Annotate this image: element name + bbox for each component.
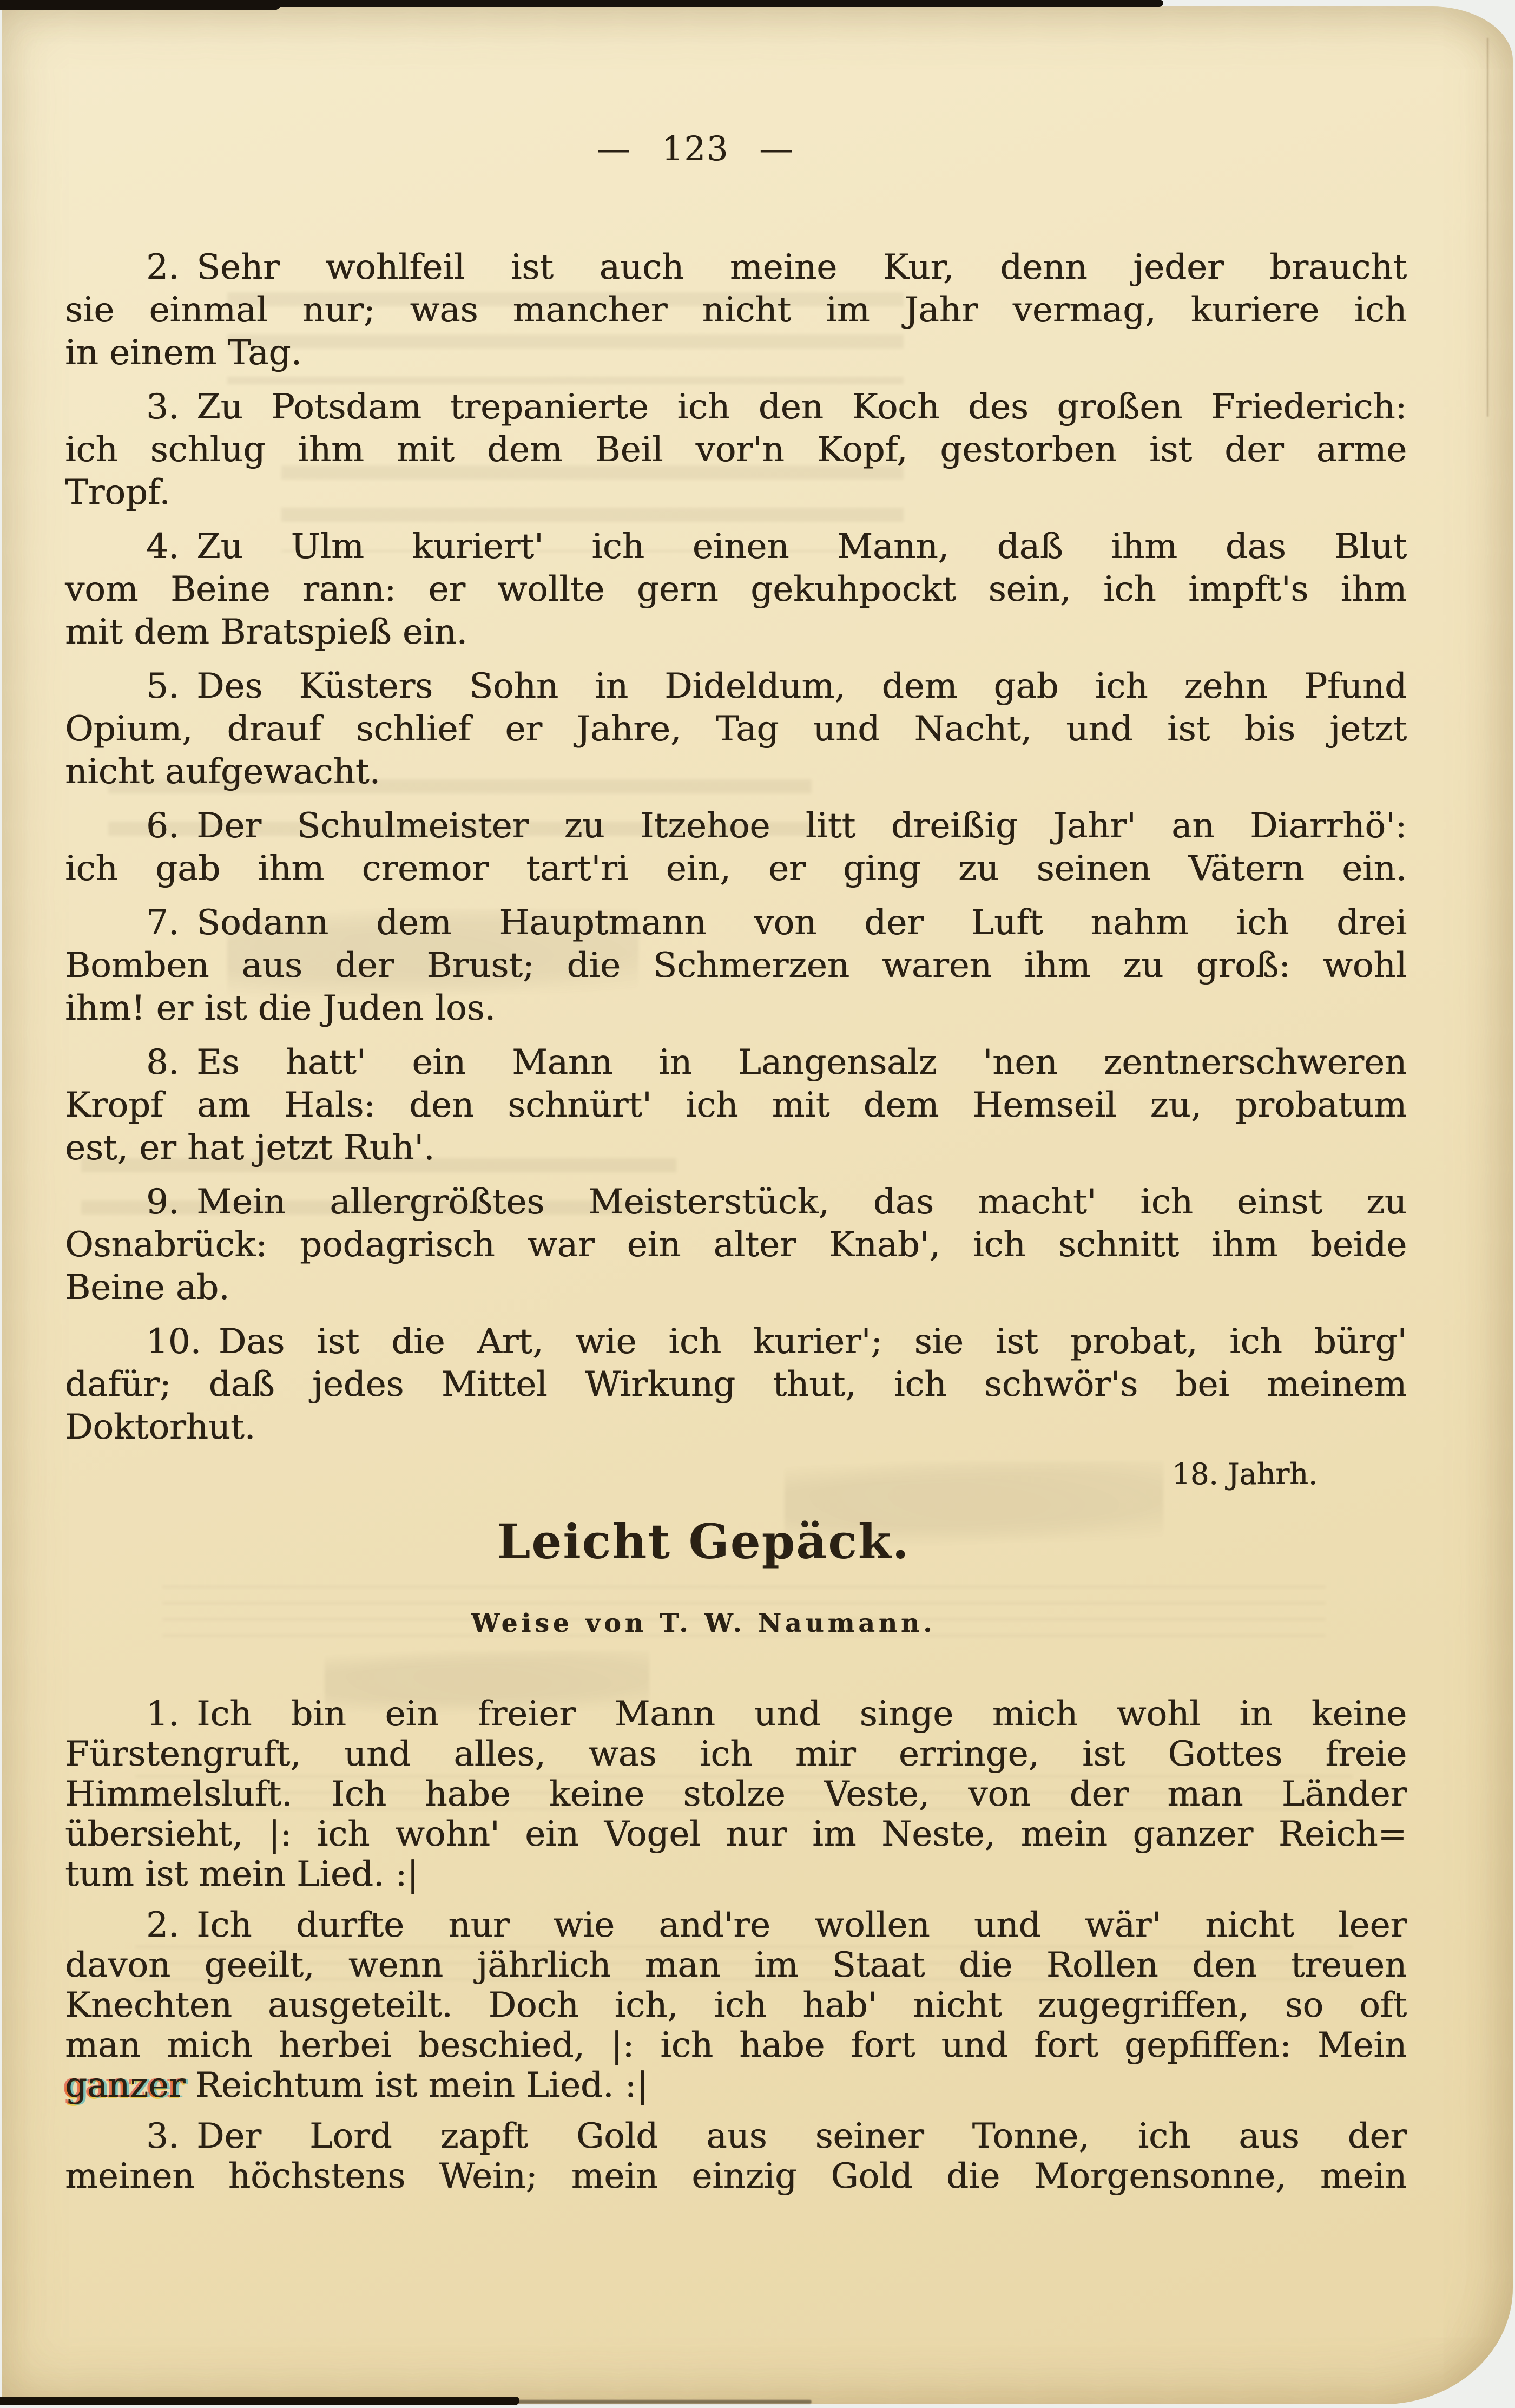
page-number bbox=[0, 129, 1391, 168]
verse-line: ich gab ihm cremor tart'ri ein, er ging zu seinen Vätern ein. bbox=[65, 849, 1407, 889]
verse-line: 10. Das ist die Art, wie ich kurier'; sie ist probat, ich bürg' bbox=[146, 1322, 1407, 1362]
verse-line: meinen höchstens Wein; mein einzig Gold die Morgensonne, mein bbox=[65, 2156, 1407, 2196]
verse-line: ihm! er ist die Juden los. bbox=[65, 988, 496, 1028]
verse bbox=[65, 526, 1407, 654]
verse-line: Doktorhut. bbox=[65, 1407, 255, 1447]
verse bbox=[65, 386, 1407, 514]
verse-line: vom Beine rann: er wollte gern gekuhpockt sein, ich impft's ihm bbox=[65, 569, 1407, 609]
verse-line: 2. Ich durfte nur wie and're wollen und wär' nicht leer bbox=[146, 1905, 1407, 1945]
verse bbox=[65, 1181, 1407, 1309]
verse-line: Opium, drauf schlief er Jahre, Tag und Nacht, und ist bis jetzt bbox=[65, 709, 1407, 749]
verse-line: in einem Tag. bbox=[65, 333, 302, 373]
verse bbox=[65, 246, 1407, 375]
verse-line: 8. Es hatt' ein Mann in Langensalz 'nen zentnerschweren bbox=[146, 1042, 1407, 1082]
verse-line: tum ist mein Lied. :| bbox=[65, 1854, 419, 1894]
verse bbox=[65, 665, 1407, 793]
verse-line: 3. Der Lord zapft Gold aus seiner Tonne, ich aus der bbox=[146, 2116, 1407, 2156]
page-number-value: 123 bbox=[661, 129, 729, 168]
verse bbox=[65, 1041, 1407, 1170]
verse-line: ich schlug ihm mit dem Beil vor'n Kopf, gestorben ist der arme bbox=[65, 430, 1407, 470]
verse-line bbox=[65, 2065, 1407, 2105]
paper-fold-line bbox=[1487, 38, 1488, 417]
song-subtitle: Weise von T. W. Naumann. bbox=[471, 1609, 936, 1638]
verse-line: 4. Zu Ulm kuriert' ich einen Mann, daß ihm das Blut bbox=[146, 527, 1407, 567]
verse-line: 6. Der Schulmeister zu Itzehoe litt dreißig Jahr' an Diarrhö': bbox=[146, 806, 1407, 846]
song-title: Leicht Gepäck. bbox=[497, 1513, 910, 1570]
verse bbox=[65, 902, 1407, 1030]
verse-line: man mich herbei beschied, |: ich habe fort und fort gepfiffen: Mein bbox=[65, 2025, 1407, 2065]
verse-line: Kropf am Hals: den schnürt' ich mit dem Hemseil zu, probatum bbox=[65, 1085, 1407, 1125]
verse-line: Bomben aus der Brust; die Schmerzen waren ihm zu groß: wohl bbox=[65, 946, 1407, 986]
verse-line: 2. Sehr wohlfeil ist auch meine Kur, denn jeder braucht bbox=[146, 247, 1407, 287]
verse-line: 7. Sodann dem Hauptmann von der Luft nahm ich drei bbox=[146, 903, 1407, 943]
verse-line: Knechten ausgeteilt. Doch ich, ich hab' nicht zugegriffen, so oft bbox=[65, 1985, 1407, 2025]
verse-line-rest: Reichtum ist mein Lied. :| bbox=[195, 2065, 648, 2105]
verse bbox=[65, 805, 1407, 890]
scan-edge-bottom-smear bbox=[487, 2400, 812, 2404]
verse-line: Fürstengruft, und alles, was ich mir erringe, ist Gottes freie bbox=[65, 1734, 1407, 1774]
scan-edge-bottom bbox=[0, 2397, 519, 2405]
verse-line: est, er hat jetzt Ruh'. bbox=[65, 1128, 435, 1168]
verse-line: Osnabrück: podagrisch war ein alter Knab', ich schnitt ihm beide bbox=[65, 1225, 1407, 1265]
verse-line: 5. Des Küsters Sohn in Dideldum, dem gab ich zehn Pfund bbox=[146, 666, 1407, 706]
verse-line: dafür; daß jedes Mittel Wirkung thut, ich schwör's bei meinem bbox=[65, 1364, 1407, 1405]
verse-line: Himmelsluft. Ich habe keine stolze Veste, von der man Länder bbox=[65, 1774, 1407, 1814]
verse-line: übersieht, |: ich wohn' ein Vogel nur im Neste, mein ganzer Reich= bbox=[65, 1814, 1407, 1854]
verse-line: Tropf. bbox=[65, 473, 170, 513]
page-number-dash-left: — bbox=[596, 129, 631, 168]
verse bbox=[65, 1694, 1407, 1894]
verse bbox=[65, 1321, 1407, 1449]
chromatic-word: ganzer bbox=[65, 2065, 186, 2105]
page-number-dash-right: — bbox=[759, 129, 794, 168]
verse bbox=[65, 1905, 1407, 2105]
verse-line: nicht aufgewacht. bbox=[65, 752, 380, 792]
verse-line: 9. Mein allergrößtes Meisterstück, das macht' ich einst zu bbox=[146, 1182, 1407, 1222]
verse-line: 3. Zu Potsdam trepanierte ich den Koch des großen Friederich: bbox=[146, 387, 1407, 427]
verse-line: davon geeilt, wenn jährlich man im Staat die Rollen den treuen bbox=[65, 1945, 1407, 1985]
song-attribution: 18. Jahrh. bbox=[1171, 1457, 1318, 1491]
scan-edge-top-thick bbox=[0, 0, 281, 10]
verse-line: 1. Ich bin ein freier Mann und singe mich wohl in keine bbox=[146, 1694, 1407, 1734]
verse bbox=[65, 2116, 1407, 2196]
verse-line: sie einmal nur; was mancher nicht im Jahr vermag, kuriere ich bbox=[65, 290, 1407, 330]
verse-line: Beine ab. bbox=[65, 1268, 230, 1308]
verse-line: mit dem Bratspieß ein. bbox=[65, 612, 467, 652]
